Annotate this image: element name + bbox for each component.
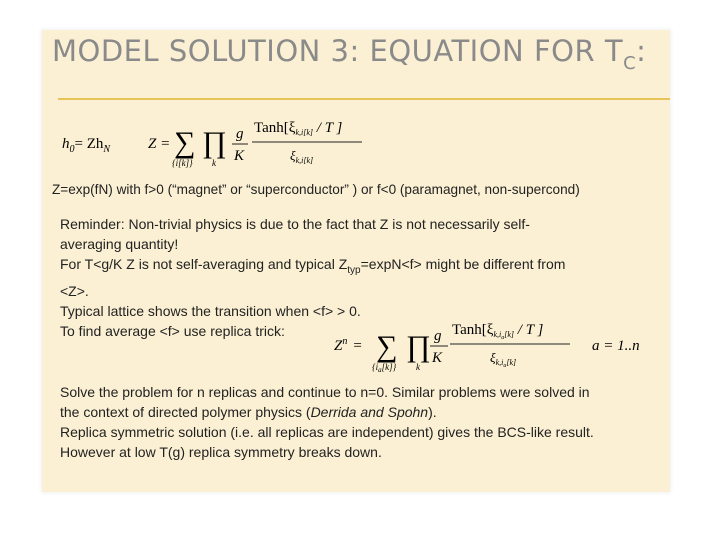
f2-prod-index: k <box>416 362 420 372</box>
line-z-definition: Z=exp(fN) with f>0 (“magnet” or “superconductor” ) or f<0 (paramagnet, non-supercond) <box>52 182 580 197</box>
f2-tanh-num-sub: k,i <box>493 330 502 339</box>
f2-sum-index-tail: [k]} <box>381 362 397 372</box>
f1-lhs: h <box>62 136 70 152</box>
solution-line-2 <box>60 402 594 422</box>
f2-tanh-num-tail: / T ] <box>514 322 544 338</box>
solution-line-2-citation: Derrida and Spohn <box>310 404 429 420</box>
f2-eq: = <box>353 338 362 354</box>
reminder-line-3a: For T<g/K Z is not self-averaging and typical Z <box>60 256 348 272</box>
f1-tanh-den: ξ <box>290 148 296 163</box>
solution-line-2a: the context of directed polymer physics ( <box>60 404 311 420</box>
title-subscript: C <box>623 53 637 74</box>
solution-line-2b: ). <box>428 404 437 420</box>
f2-sum-index-sub: a <box>378 366 382 374</box>
f2-sum-index: {i <box>372 362 379 372</box>
title-suffix: : <box>636 34 647 68</box>
f1-frac-num: g <box>236 126 244 142</box>
svg-text:Tanh[ξk,i[k] / T ] <box>254 120 343 137</box>
f1-eq1-sub: N <box>103 144 111 155</box>
f2-tanh-den-sub3: [k] <box>506 358 517 367</box>
reminder-line-4: <Z>. <box>60 282 89 299</box>
reminder-line-2: averaging quantity! <box>60 236 179 252</box>
svg-text:ξk,ia[k] <box>490 350 516 369</box>
f1-sum-symbol: ∑ <box>174 126 196 159</box>
f2-tanh-num-sub3: [k] <box>504 330 515 339</box>
f2-prod-symbol: ∏ <box>406 330 431 363</box>
reminder-line-6: To find average <f> use replica trick: <box>60 322 285 339</box>
reminder-line-3 <box>60 254 565 281</box>
solution-line-4: However at low T(g) replica symmetry breaks down. <box>60 444 382 460</box>
solution-block <box>60 382 594 462</box>
f2-tanh-den: ξ <box>490 350 496 365</box>
f2-tanh-den-sub: k,i <box>495 358 504 367</box>
reminder-line-3b: =expN<f> might be different from <box>360 256 566 272</box>
svg-text:Tanh[ξk,ia[k] / T ] <box>452 322 544 341</box>
f2-tanh-num-sub2: a <box>501 335 505 341</box>
svg-text:ξk,i[k] <box>290 148 313 165</box>
f1-eq1: = Zh <box>74 136 104 152</box>
f1-prod-index: k <box>212 158 216 168</box>
f2-lhs: Z <box>334 338 343 354</box>
f2-frac-num: g <box>434 328 442 344</box>
f2-lhs-sup: n <box>342 336 348 347</box>
f1-tanh-num-tail: / T ] <box>313 120 343 136</box>
formula-replica <box>334 318 664 380</box>
f2-range: a = 1..n <box>592 338 640 354</box>
f2-sum-symbol: ∑ <box>376 330 398 363</box>
f1-lhs-sub: 0 <box>69 144 75 155</box>
solution-line-3: Replica symmetric solution (i.e. all replicas are independent) gives the BCS-like result. <box>60 424 594 440</box>
title-divider <box>58 98 670 100</box>
f1-Z: Z = <box>148 136 171 152</box>
svg-text:{ia[k]} <box>372 362 397 374</box>
reminder-line-5: Typical lattice shows the transition when <f> > 0. <box>60 302 361 319</box>
title-text: MODEL SOLUTION 3: EQUATION FOR T <box>52 34 624 68</box>
solution-line-1: Solve the problem for n replicas and continue to n=0. Similar problems were solved in <box>60 384 590 400</box>
formula-partition-function <box>62 116 382 176</box>
f1-sum-index: {i[k]} <box>172 158 193 168</box>
svg-text:Zn= <box>334 336 362 354</box>
slide-title <box>52 34 646 74</box>
f1-tanh-num: Tanh[ξ <box>254 120 296 136</box>
f2-tanh-num: Tanh[ξ <box>452 322 494 338</box>
f1-tanh-num-sub: k,i[k] <box>295 128 314 137</box>
f2-tanh-den-sub2: a <box>503 363 507 369</box>
reminder-line-1: Reminder: Non-trivial physics is due to the fact that Z is not necessarily self- <box>60 216 530 232</box>
f1-prod-symbol: ∏ <box>202 126 227 159</box>
f2-frac-den: K <box>432 350 443 366</box>
f1-frac-den: K <box>234 148 245 164</box>
reminder-line-3-sub: typ <box>347 264 361 276</box>
svg-text:h0= ZhN <box>62 136 111 155</box>
f1-tanh-den-sub: k,i[k] <box>295 156 314 165</box>
